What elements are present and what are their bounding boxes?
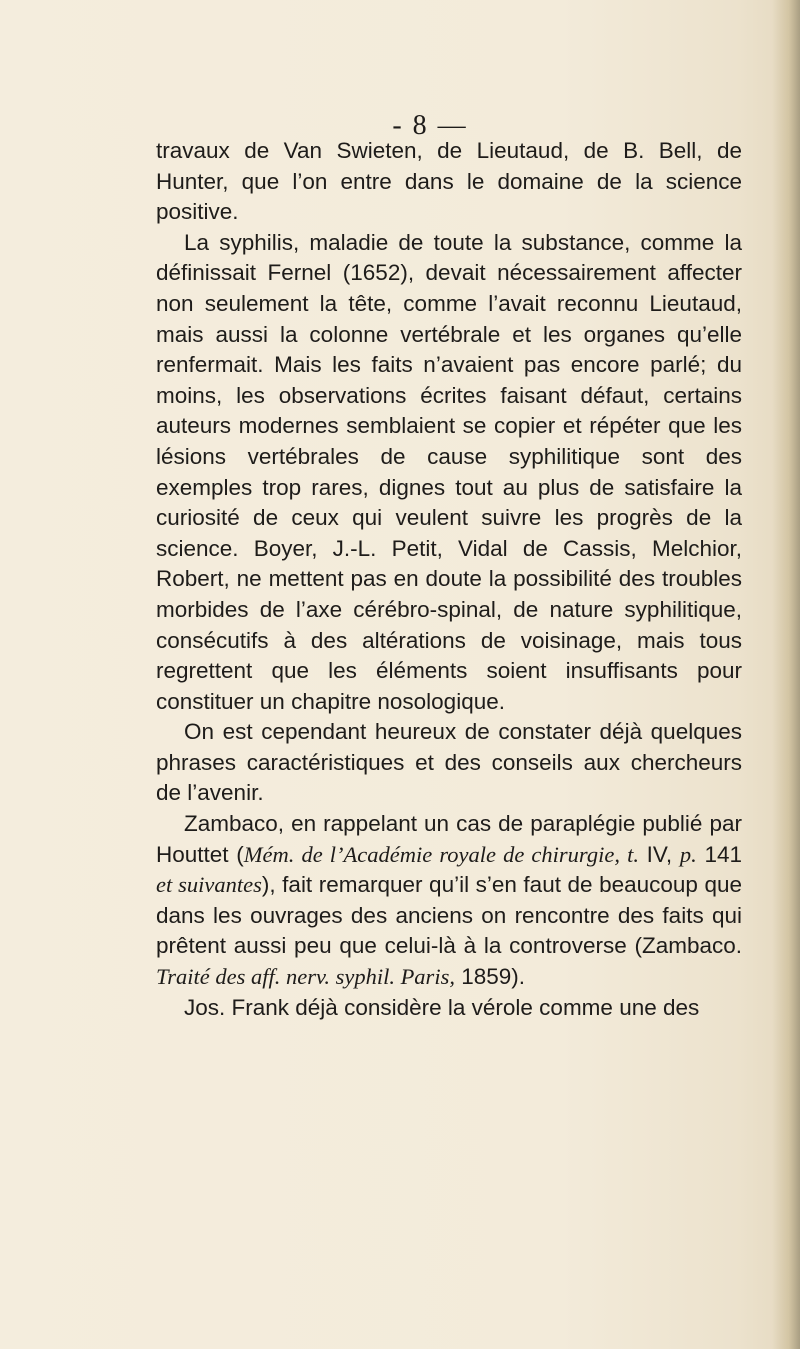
paragraph-5: Jos. Frank déjà considère la vérole comme une des [184, 994, 700, 1020]
citation-following: et suivantes [156, 872, 262, 898]
paragraph-4 [156, 809, 742, 993]
paragraph-2: La syphilis, maladie de toute la substance, comme la définissait Fernel (1652), devait nécessairement affecter non seulement la tête, comme l’avait reconnu Lieutaud, mais aussi la colonne vertébrale et les organes qu’elle renfermait. Mais les faits n’avaient pas encore parlé; du moins, les observations écrites faisant défaut, certains auteurs modernes semblaient se copier et répéter que les lésions vertébrales de cause syphilitique sont des exemples trop rares, dignes tout au plus de satisfaire la curiosité de ceux qui veulent suivre les progrès de la science. Boyer, J.-L. Petit, Vidal de Cassis, Melchior, Robert, ne mettent pas en doute la possibilité des troubles morbides de l’axe cérébro-spinal, de nature syphilitique, consécutifs à des altérations de voisinage, mais tous regrettent que les éléments soient insuffisants pour constituer un chapitre nosologique. [156, 229, 742, 714]
paragraph-3: On est cependant heureux de constater déjà quelques phrases caractéristiques et des conseils aux chercheurs de l’avenir. [156, 719, 742, 806]
text-body [156, 136, 742, 1023]
page-edge-shadow [772, 0, 800, 1349]
paragraph-4-text: Zambaco, en rappelant un cas de paraplégie publié par Houttet ( [156, 811, 742, 867]
citation-title: Mém. de l’Académie royale de chirurgie, t. [243, 841, 639, 867]
citation-page: 141 [696, 841, 743, 867]
page-number: - 8 — [392, 110, 468, 141]
citation-traite: Traité des aff. nerv. syphil. Paris, [156, 964, 455, 990]
citation-volume: IV, [638, 841, 680, 867]
citation-year: 1859). [454, 964, 526, 990]
paragraph-1: travaux de Van Swieten, de Lieutaud, de B. Bell, de Hunter, que l’on entre dans le domaine de la science positive. [156, 138, 742, 225]
citation-page-abbrev: p. [679, 841, 697, 867]
paragraph-4-continued: ), fait remarquer qu’il s’en faut de beaucoup que dans les ouvrages des anciens on rencontre des faits qui prêtent aussi peu que celui-là à la controverse (Zambaco. [156, 872, 742, 959]
